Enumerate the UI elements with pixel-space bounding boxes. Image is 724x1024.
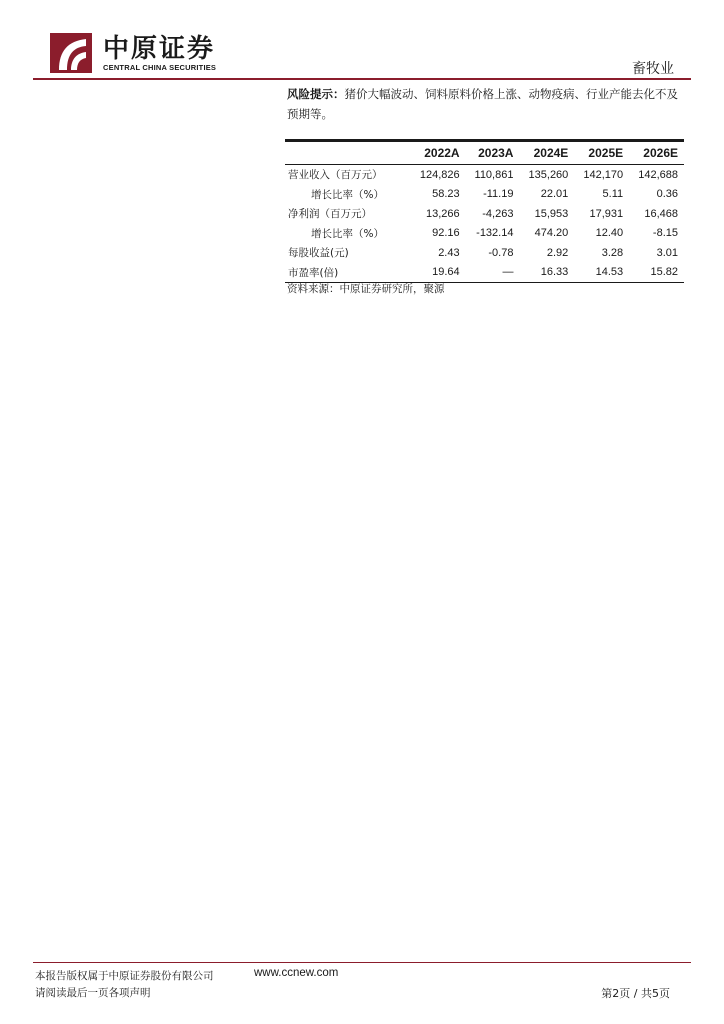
table-cell: 17,931: [589, 207, 624, 220]
table-cell: -4,263: [482, 207, 514, 220]
table-cell: 15,953: [534, 207, 569, 220]
logo-mark-icon: [50, 33, 92, 73]
table-cell: 12.40: [595, 227, 624, 240]
financial-forecast-table: [285, 139, 684, 283]
table-cell: -11.19: [483, 188, 514, 201]
table-row-net-profit-growth: [285, 224, 684, 244]
table-cell: 124,826: [419, 168, 460, 181]
table-header-row: [285, 141, 684, 165]
industry-label: 畜牧业: [632, 61, 674, 77]
table-cell: 19.64: [411, 263, 466, 283]
data-source-note: 资料来源：中原证券研究所，聚源: [287, 283, 445, 295]
row-label: 增长比率（%）: [311, 188, 384, 201]
table-cell: -132.14: [476, 227, 514, 240]
row-label: 增长比率（%）: [311, 227, 384, 240]
table-cell: 110,861: [474, 168, 514, 181]
column-header-2026e: 2026E: [629, 141, 684, 165]
row-label: 每股收益(元): [288, 247, 349, 260]
column-header-label: [285, 141, 411, 165]
page-number: 第2页 / 共5页: [601, 987, 670, 1000]
column-header-2024e: 2024E: [519, 141, 574, 165]
logo-chinese-name: 中原证券: [103, 34, 216, 64]
row-label: 净利润（百万元）: [288, 208, 372, 221]
risk-warning-text: 猪价大幅波动、饲料原料价格上涨、动物疫病、行业产能去化不及预期等。: [287, 87, 678, 121]
table-cell: 2.43: [438, 246, 460, 259]
table-cell: 142,170: [583, 168, 624, 181]
table-cell: 13,266: [425, 207, 460, 220]
table-cell: —: [466, 263, 520, 283]
copyright-text: 本报告版权属于中原证券股份有限公司: [35, 970, 214, 982]
table-cell: 16.33: [519, 263, 574, 283]
column-header-2022a: 2022A: [411, 141, 466, 165]
disclaimer-notice: 请阅读最后一页各项声明: [35, 987, 151, 999]
logo-english-name: CENTRAL CHINA SECURITIES: [103, 63, 217, 72]
column-header-2023a: 2023A: [466, 141, 520, 165]
header-divider: [33, 78, 691, 80]
risk-warning-label: 风险提示：: [287, 87, 345, 101]
table-cell: 22.01: [540, 188, 569, 201]
table-cell: 5.11: [602, 188, 624, 201]
table-cell: 14.53: [574, 263, 629, 283]
footer-divider: [33, 962, 691, 963]
risk-warning: [287, 84, 687, 124]
table-cell: -8.15: [652, 227, 678, 240]
table-cell: 92.16: [432, 227, 460, 240]
table-cell: 3.28: [601, 246, 624, 259]
table-cell: 2.92: [546, 246, 569, 259]
table-cell: 474.20: [534, 227, 569, 240]
table-row-revenue-growth: [285, 185, 684, 205]
table-cell: 142,688: [638, 168, 678, 181]
table-cell: 135,260: [528, 168, 569, 181]
table-cell: 58.23: [432, 188, 460, 201]
website-link[interactable]: www.ccnew.com: [254, 967, 339, 979]
row-label: 营业收入（百万元）: [288, 169, 383, 182]
table-cell: -0.78: [488, 246, 514, 259]
column-header-2025e: 2025E: [574, 141, 629, 165]
table-cell: 3.01: [656, 246, 678, 259]
table-row-net-profit: [285, 204, 684, 224]
table-row-eps: [285, 243, 684, 263]
table-row-pe-ratio: [285, 263, 684, 283]
row-label: 市盈率(倍): [285, 263, 411, 283]
table-cell: 0.36: [656, 188, 678, 201]
table-cell: 15.82: [629, 263, 684, 283]
table-row-revenue: [285, 165, 684, 185]
table-cell: 16,468: [644, 207, 678, 220]
